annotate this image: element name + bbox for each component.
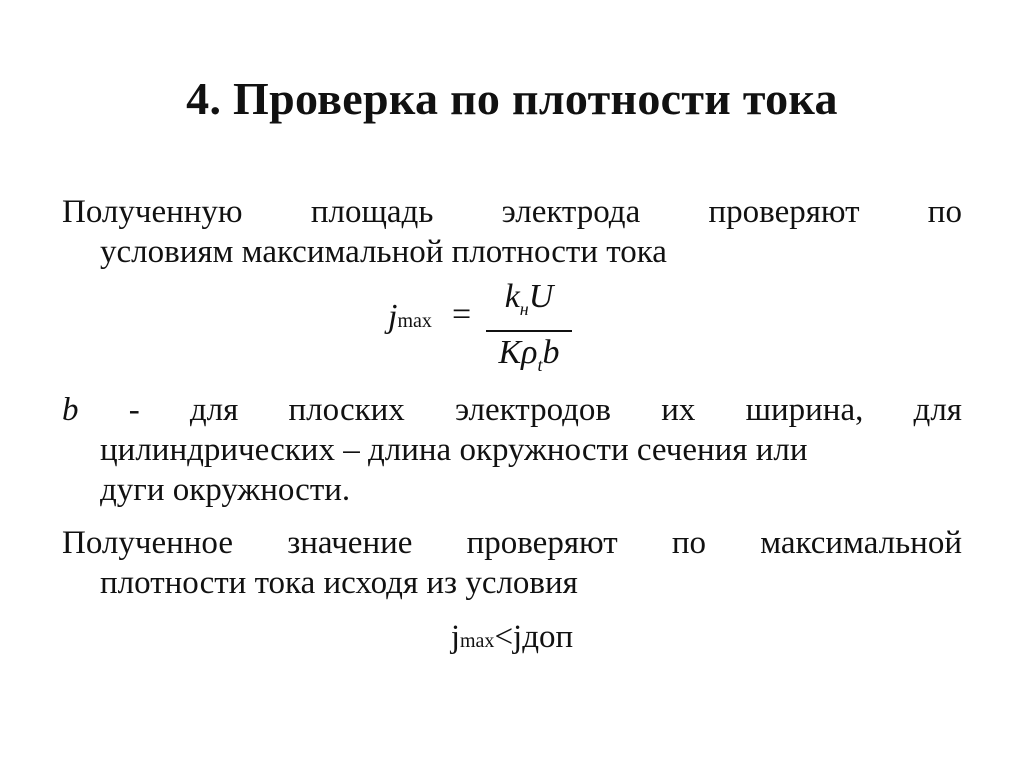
paragraph-3-line-2: плотности тока исходя из условия	[100, 565, 578, 601]
numerator-voltage: U	[528, 278, 554, 315]
condition-symbol: j	[450, 619, 460, 655]
paragraph-2-line-1	[62, 390, 962, 430]
density-condition	[0, 619, 1024, 656]
formula-lhs	[388, 298, 432, 336]
paragraph-2-line-2: цилиндрических – длина окружности сечения или	[100, 432, 808, 468]
word: Полученное	[62, 525, 233, 561]
condition-rest: <jдоп	[494, 619, 574, 655]
paragraph-2-line-3: дуги окружности.	[100, 472, 351, 508]
word: по	[671, 525, 707, 561]
paragraph-1	[62, 192, 962, 272]
paragraph-2	[62, 390, 962, 510]
word: Полученную	[62, 194, 243, 230]
formula-lhs-subscript: max	[397, 310, 432, 332]
numerator-subscript: н	[519, 298, 529, 319]
word: значение	[287, 525, 413, 561]
variable-b: b	[62, 392, 79, 428]
word: -	[128, 392, 140, 428]
word: их	[661, 392, 696, 428]
word: площадь	[310, 194, 434, 230]
word: электродов	[454, 392, 612, 428]
word: для	[913, 392, 962, 428]
formula-numerator	[486, 278, 572, 328]
word: ширина,	[745, 392, 864, 428]
denominator-width: b	[542, 333, 560, 371]
formula-fraction	[486, 278, 572, 384]
condition-subscript: max	[460, 630, 495, 652]
numerator-symbol: k	[504, 278, 520, 315]
slide-title: 4. Проверка по плотности тока	[186, 73, 838, 124]
formula-equals: =	[452, 296, 472, 333]
denominator-subscript: t	[537, 354, 543, 375]
word: проверяют	[708, 194, 860, 230]
word: для	[189, 392, 239, 428]
word: максимальной	[760, 525, 962, 561]
word: проверяют	[466, 525, 618, 561]
word: электрода	[501, 194, 641, 230]
current-density-formula	[388, 278, 588, 375]
paragraph-3-line-1	[62, 523, 962, 563]
paragraph-3	[62, 523, 962, 603]
word: плоских	[288, 392, 405, 428]
denominator-symbol: Kρ	[498, 333, 538, 371]
formula-lhs-symbol: j	[388, 298, 398, 335]
paragraph-1-line-2: условиям максимальной плотности тока	[100, 234, 667, 270]
formula-denominator	[486, 334, 572, 384]
paragraph-1-line-1	[62, 192, 962, 232]
fraction-bar	[486, 330, 572, 332]
word: по	[927, 194, 962, 230]
